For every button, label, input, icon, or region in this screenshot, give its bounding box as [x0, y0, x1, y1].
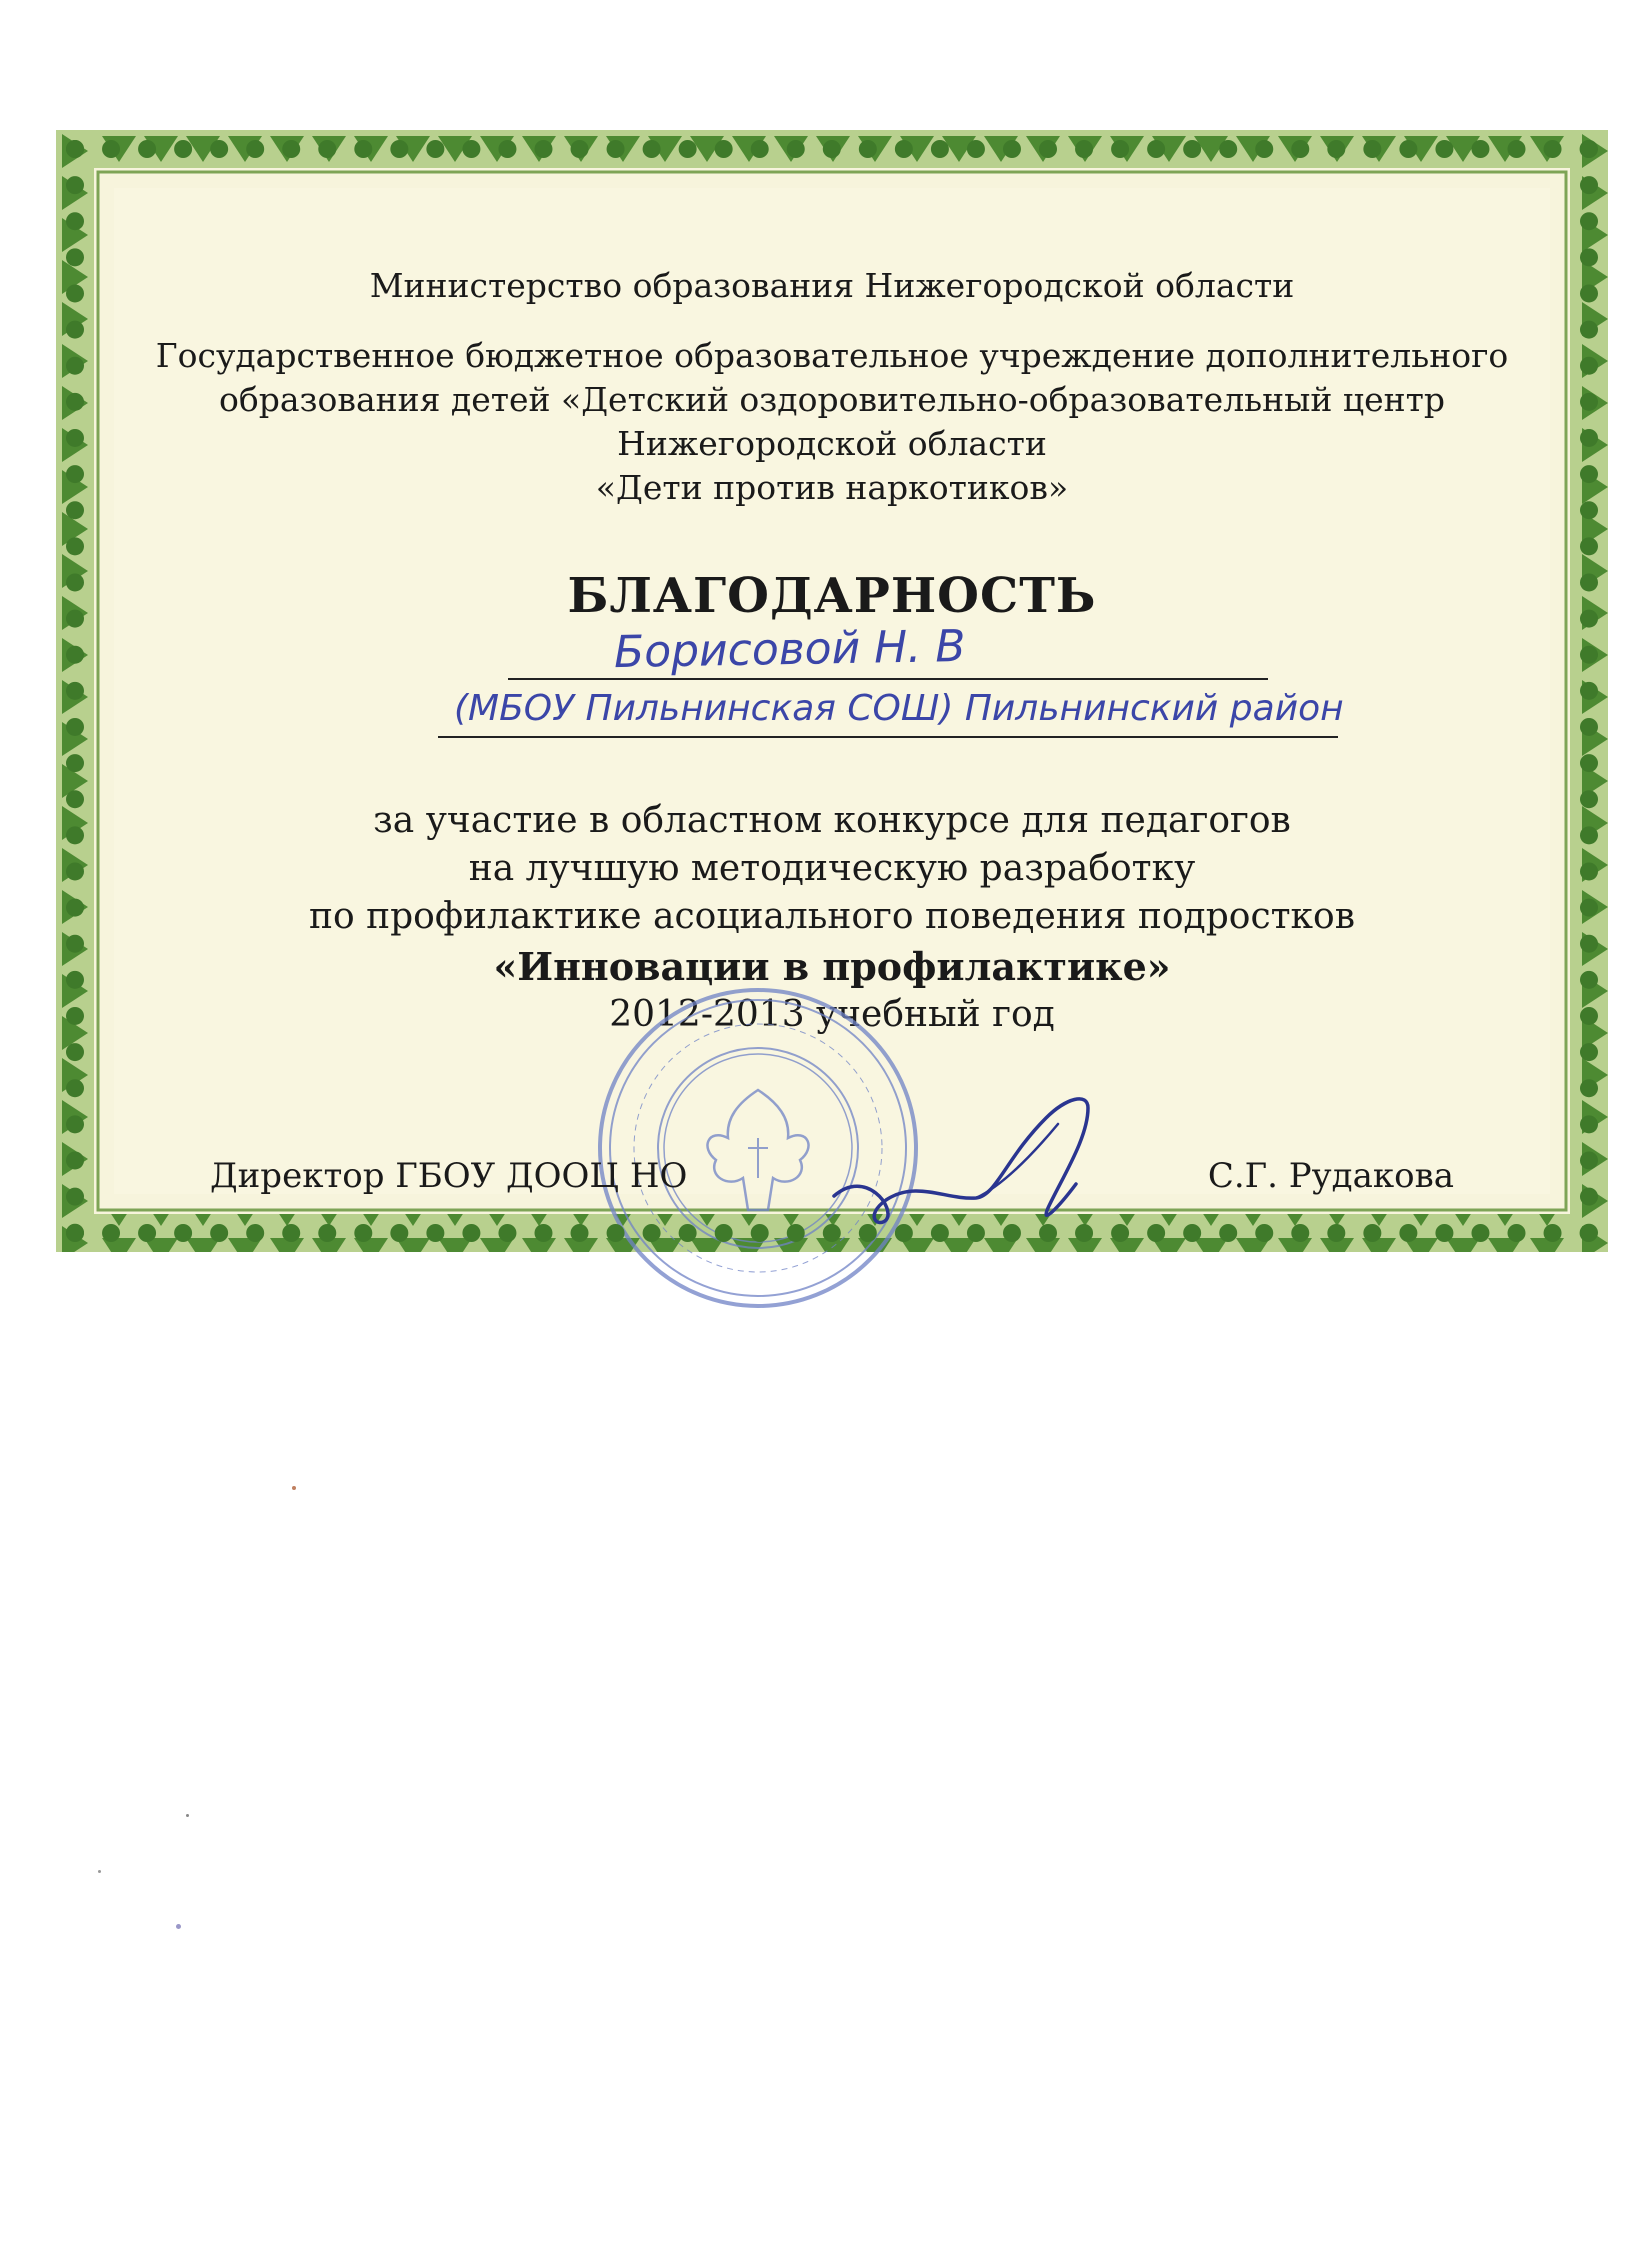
ministry-name: Министерство образования Нижегородской области — [369, 266, 1295, 305]
institution-line-2: образования детей «Детский оздоровительно-образовательный центр — [218, 380, 1446, 419]
reason-line-1: за участие в областном конкурсе для педагогов — [373, 800, 1291, 841]
institution-line-1: Государственное бюджетное образовательное учреждение дополнительного — [155, 336, 1509, 375]
recipient-handwritten: Борисовой Н. В — [613, 620, 966, 679]
school-handwritten: (МБОУ Пильнинская СОШ) Пильнинский район — [454, 688, 1344, 729]
institution-line-3: Нижегородской области — [617, 424, 1047, 463]
reason-line-3: по профилактике асоциального поведения подростков — [309, 896, 1355, 937]
recipient-underline — [508, 678, 1268, 680]
scan-speck — [186, 1814, 189, 1817]
institution-line-4: «Дети против наркотиков» — [595, 468, 1069, 507]
director-signature — [826, 1088, 1126, 1258]
school-underline — [438, 736, 1338, 738]
certificate — [56, 130, 1608, 1252]
scan-speck — [98, 1870, 101, 1873]
scan-speck — [176, 1924, 181, 1929]
decorative-border — [56, 130, 1608, 1252]
school-year: 2012-2013 учебный год — [609, 994, 1055, 1035]
certificate-title: БЛАГОДАРНОСТЬ — [567, 568, 1097, 624]
director-name: С.Г. Рудакова — [1207, 1156, 1454, 1196]
scan-speck — [292, 1486, 296, 1490]
director-label: Директор ГБОУ ДООЦ НО — [210, 1156, 688, 1196]
reason-line-2: на лучшую методическую разработку — [468, 848, 1196, 889]
round-seal-stamp — [588, 978, 928, 1318]
certificate-body — [114, 188, 1550, 1194]
contest-name: «Инновации в профилактике» — [493, 944, 1171, 989]
